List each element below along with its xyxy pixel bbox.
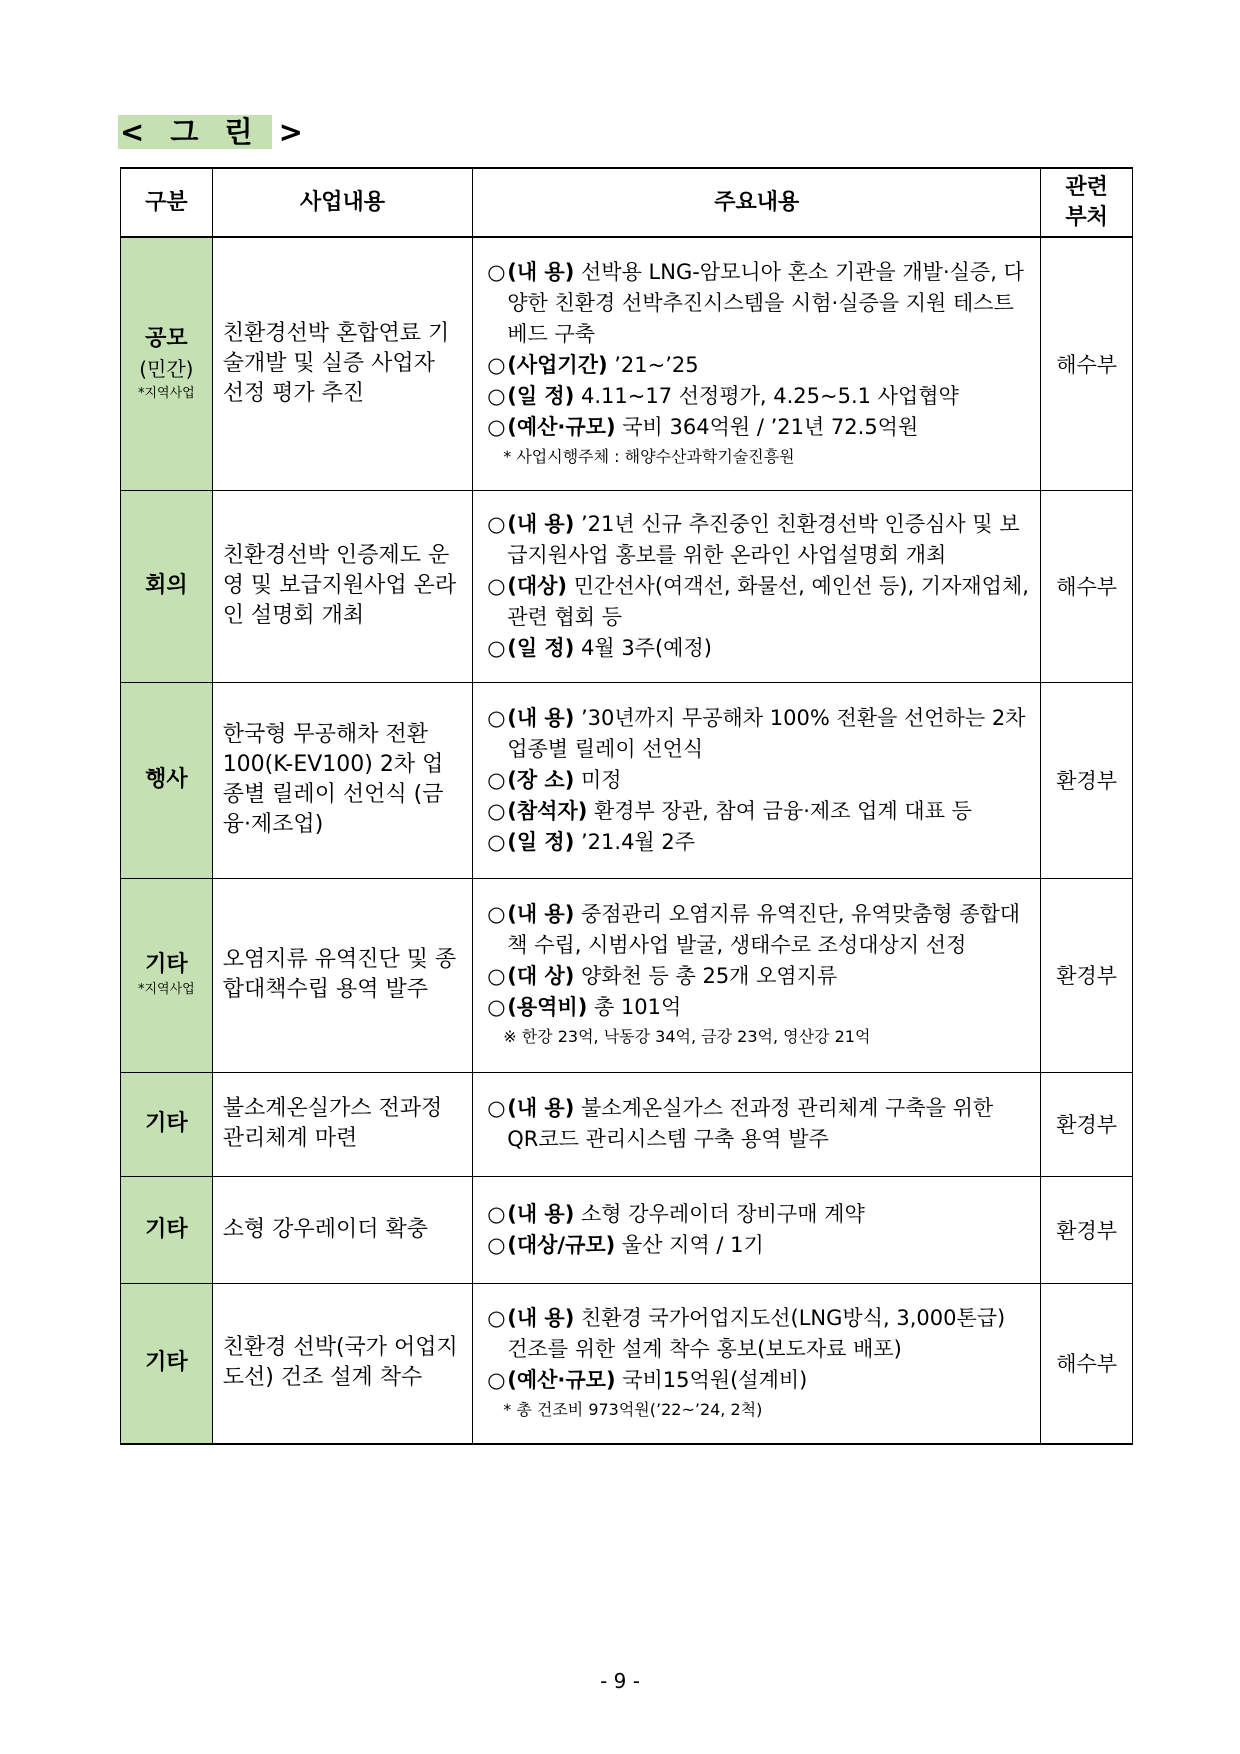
detail-label: (내 용) <box>507 511 575 536</box>
circle-bullet-icon: ○ <box>487 798 506 823</box>
detail-label: (내 용) <box>507 1096 575 1120</box>
footnote: * 총 건조비 973억원(’22~’24, 2척) <box>503 1399 763 1419</box>
dept-cell: 환경부 <box>1041 878 1133 1072</box>
detail-text: 4.11~17 선정평가, 4.25~5.1 사업협약 <box>574 383 959 408</box>
category-label: 기타 <box>145 1350 188 1376</box>
circle-bullet-icon: ○ <box>487 573 506 598</box>
circle-bullet-icon: ○ <box>487 414 506 439</box>
detail-label: (사업기간) <box>507 352 608 377</box>
detail-item <box>487 796 1030 827</box>
detail-label: (예산·규모) <box>507 414 616 439</box>
dept-cell: 환경부 <box>1041 1072 1133 1176</box>
detail-item <box>487 992 1030 1023</box>
circle-bullet-icon: ○ <box>487 1305 506 1330</box>
dept-cell: 해수부 <box>1041 237 1133 490</box>
category-label: 기타 <box>145 1216 188 1242</box>
category-cell <box>121 490 213 682</box>
category-label: 공모 <box>145 325 188 351</box>
circle-bullet-icon: ○ <box>487 995 506 1019</box>
circle-bullet-icon: ○ <box>487 1096 506 1120</box>
details-cell <box>473 490 1041 682</box>
category-cell <box>121 1072 213 1176</box>
dept-cell: 환경부 <box>1041 1176 1133 1283</box>
circle-bullet-icon: ○ <box>487 635 506 660</box>
detail-text: 4월 3주(예정) <box>574 635 712 660</box>
table-row <box>121 682 1133 878</box>
detail-item <box>487 571 1030 633</box>
category-cell <box>121 1176 213 1283</box>
detail-text: 선박용 LNG-암모니아 혼소 기관을 개발·실증, 다양한 친환경 선박추진시스템을 시험·실증을 지원 테스트베드 구축 <box>507 259 1024 346</box>
detail-text: 양화천 등 총 25개 오염지류 <box>574 964 838 988</box>
detail-label: (용역비) <box>507 995 588 1019</box>
business-cell: 친환경 선박(국가 어업지도선) 건조 설계 착수 <box>212 1283 473 1444</box>
details-cell <box>473 237 1041 490</box>
detail-text: 중점관리 오염지류 유역진단, 유역맞춤형 종합대책 수립, 시범사업 발굴, 생태수로 조성대상지 선정 <box>507 902 1021 957</box>
category-label: 기타 <box>145 952 188 977</box>
category-note: *지역사업 <box>137 385 195 401</box>
table-row <box>121 1283 1133 1444</box>
details-cell <box>473 878 1041 1072</box>
detail-item <box>487 961 1030 992</box>
detail-label: (일 정) <box>507 383 575 408</box>
detail-text: 친환경 국가어업지도선(LNG방식, 3,000톤급) 건조를 위한 설계 착수 홍보(보도자료 배포) <box>507 1305 1006 1361</box>
business-cell: 오염지류 유역진단 및 종합대책수립 용역 발주 <box>212 878 473 1072</box>
category-note: *지역사업 <box>137 982 195 997</box>
detail-label: (내 용) <box>507 1201 575 1226</box>
header-dept: 관련 부처 <box>1041 168 1133 237</box>
detail-label: (대 상) <box>507 964 575 988</box>
detail-item <box>487 703 1030 765</box>
detail-label: (일 정) <box>507 635 575 660</box>
detail-text: 총 101억 <box>587 995 682 1019</box>
table-row <box>121 237 1133 490</box>
business-cell: 한국형 무공해차 전환 100(K-EV100) 2차 업종별 릴레이 선언식 (금융·제조업) <box>212 682 473 878</box>
details-cell <box>473 1283 1041 1444</box>
details-cell <box>473 1072 1041 1176</box>
detail-text: 미정 <box>574 767 622 792</box>
detail-label: (내 용) <box>507 259 575 284</box>
detail-text: ’21~’25 <box>607 352 699 377</box>
detail-item <box>487 1365 1030 1396</box>
category-label: 회의 <box>145 573 188 598</box>
circle-bullet-icon: ○ <box>487 705 506 730</box>
category-sub: (민간) <box>139 356 194 381</box>
circle-bullet-icon: ○ <box>487 1232 506 1257</box>
page-number: - 9 - <box>600 1669 640 1693</box>
table-row <box>121 878 1133 1072</box>
table-row <box>121 1176 1133 1283</box>
detail-item <box>487 1199 1030 1230</box>
circle-bullet-icon: ○ <box>487 1201 506 1226</box>
header-business: 사업내용 <box>212 168 473 237</box>
detail-text: 환경부 장관, 참여 금융·제조 업계 대표 등 <box>587 798 972 823</box>
detail-text: ’21년 신규 추진중인 친환경선박 인증심사 및 보급지원사업 홍보를 위한 온라인 사업설명회 개최 <box>507 511 1020 567</box>
circle-bullet-icon: ○ <box>487 383 506 408</box>
business-cell: 소형 강우레이더 확충 <box>212 1176 473 1283</box>
category-label: 행사 <box>145 767 188 792</box>
category-cell <box>121 237 213 490</box>
detail-item <box>487 1230 1030 1261</box>
circle-bullet-icon: ○ <box>487 1367 506 1392</box>
dept-cell: 환경부 <box>1041 682 1133 878</box>
detail-item <box>487 1303 1030 1365</box>
circle-bullet-icon: ○ <box>487 511 506 536</box>
detail-label: (대상) <box>507 573 568 598</box>
business-cell: 친환경선박 인증제도 운영 및 보급지원사업 온라인 설명회 개최 <box>212 490 473 682</box>
dept-cell: 해수부 <box>1041 490 1133 682</box>
detail-text: 소형 강우레이더 장비구매 계약 <box>574 1201 865 1226</box>
detail-item <box>487 412 1030 443</box>
detail-item <box>487 350 1030 381</box>
category-label: 기타 <box>145 1111 188 1136</box>
circle-bullet-icon: ○ <box>487 829 506 854</box>
detail-item <box>487 257 1030 350</box>
detail-text: ’21.4월 2주 <box>574 829 696 854</box>
category-cell <box>121 1283 213 1444</box>
circle-bullet-icon: ○ <box>487 767 506 792</box>
category-cell <box>121 878 213 1072</box>
detail-label: (내 용) <box>507 902 575 926</box>
detail-text: 불소계온실가스 전과정 관리체계 구축을 위한 QR코드 관리시스템 구축 용역 발주 <box>507 1096 994 1151</box>
table-row <box>121 1072 1133 1176</box>
green-schedule-table <box>120 167 1133 1445</box>
detail-label: (내 용) <box>507 705 575 730</box>
detail-text: 국비15억원(설계비) <box>615 1367 808 1392</box>
detail-item <box>487 381 1030 412</box>
details-cell <box>473 1176 1041 1283</box>
circle-bullet-icon: ○ <box>487 902 506 926</box>
detail-item <box>487 633 1030 664</box>
detail-item <box>487 827 1030 858</box>
detail-label: (예산·규모) <box>507 1367 616 1392</box>
section-title: < 그 린 > <box>120 115 311 149</box>
detail-label: (대상/규모) <box>507 1232 616 1257</box>
detail-item <box>487 899 1030 961</box>
detail-text: 민간선사(여객선, 화물선, 예인선 등), 기자재업체, 관련 협회 등 <box>507 573 1029 629</box>
detail-label: (일 정) <box>507 829 575 854</box>
circle-bullet-icon: ○ <box>487 352 506 377</box>
footnote: ※ 한강 23억, 낙동강 34억, 금강 23억, 영산강 21억 <box>503 1027 871 1046</box>
detail-text: ’30년까지 무공해차 100% 전환을 선언하는 2차 업종별 릴레이 선언식 <box>507 705 1026 761</box>
circle-bullet-icon: ○ <box>487 259 506 284</box>
header-details: 주요내용 <box>473 168 1041 237</box>
business-cell: 친환경선박 혼합연료 기술개발 및 실증 사업자 선정 평가 추진 <box>212 237 473 490</box>
detail-item <box>487 509 1030 571</box>
header-category: 구분 <box>121 168 213 237</box>
details-cell <box>473 682 1041 878</box>
detail-text: 국비 364억원 / ’21년 72.5억원 <box>615 414 919 439</box>
footnote: * 사업시행주체 : 해양수산과학기술진흥원 <box>503 446 795 466</box>
category-cell <box>121 682 213 878</box>
detail-label: (내 용) <box>507 1305 575 1330</box>
detail-item <box>487 765 1030 796</box>
table-header-row <box>121 168 1133 237</box>
business-cell: 불소계온실가스 전과정 관리체계 마련 <box>212 1072 473 1176</box>
detail-text: 울산 지역 / 1기 <box>615 1232 764 1257</box>
circle-bullet-icon: ○ <box>487 964 506 988</box>
dept-cell: 해수부 <box>1041 1283 1133 1444</box>
detail-item <box>487 1093 1030 1155</box>
detail-label: (참석자) <box>507 798 588 823</box>
detail-label: (장 소) <box>507 767 575 792</box>
table-row <box>121 490 1133 682</box>
